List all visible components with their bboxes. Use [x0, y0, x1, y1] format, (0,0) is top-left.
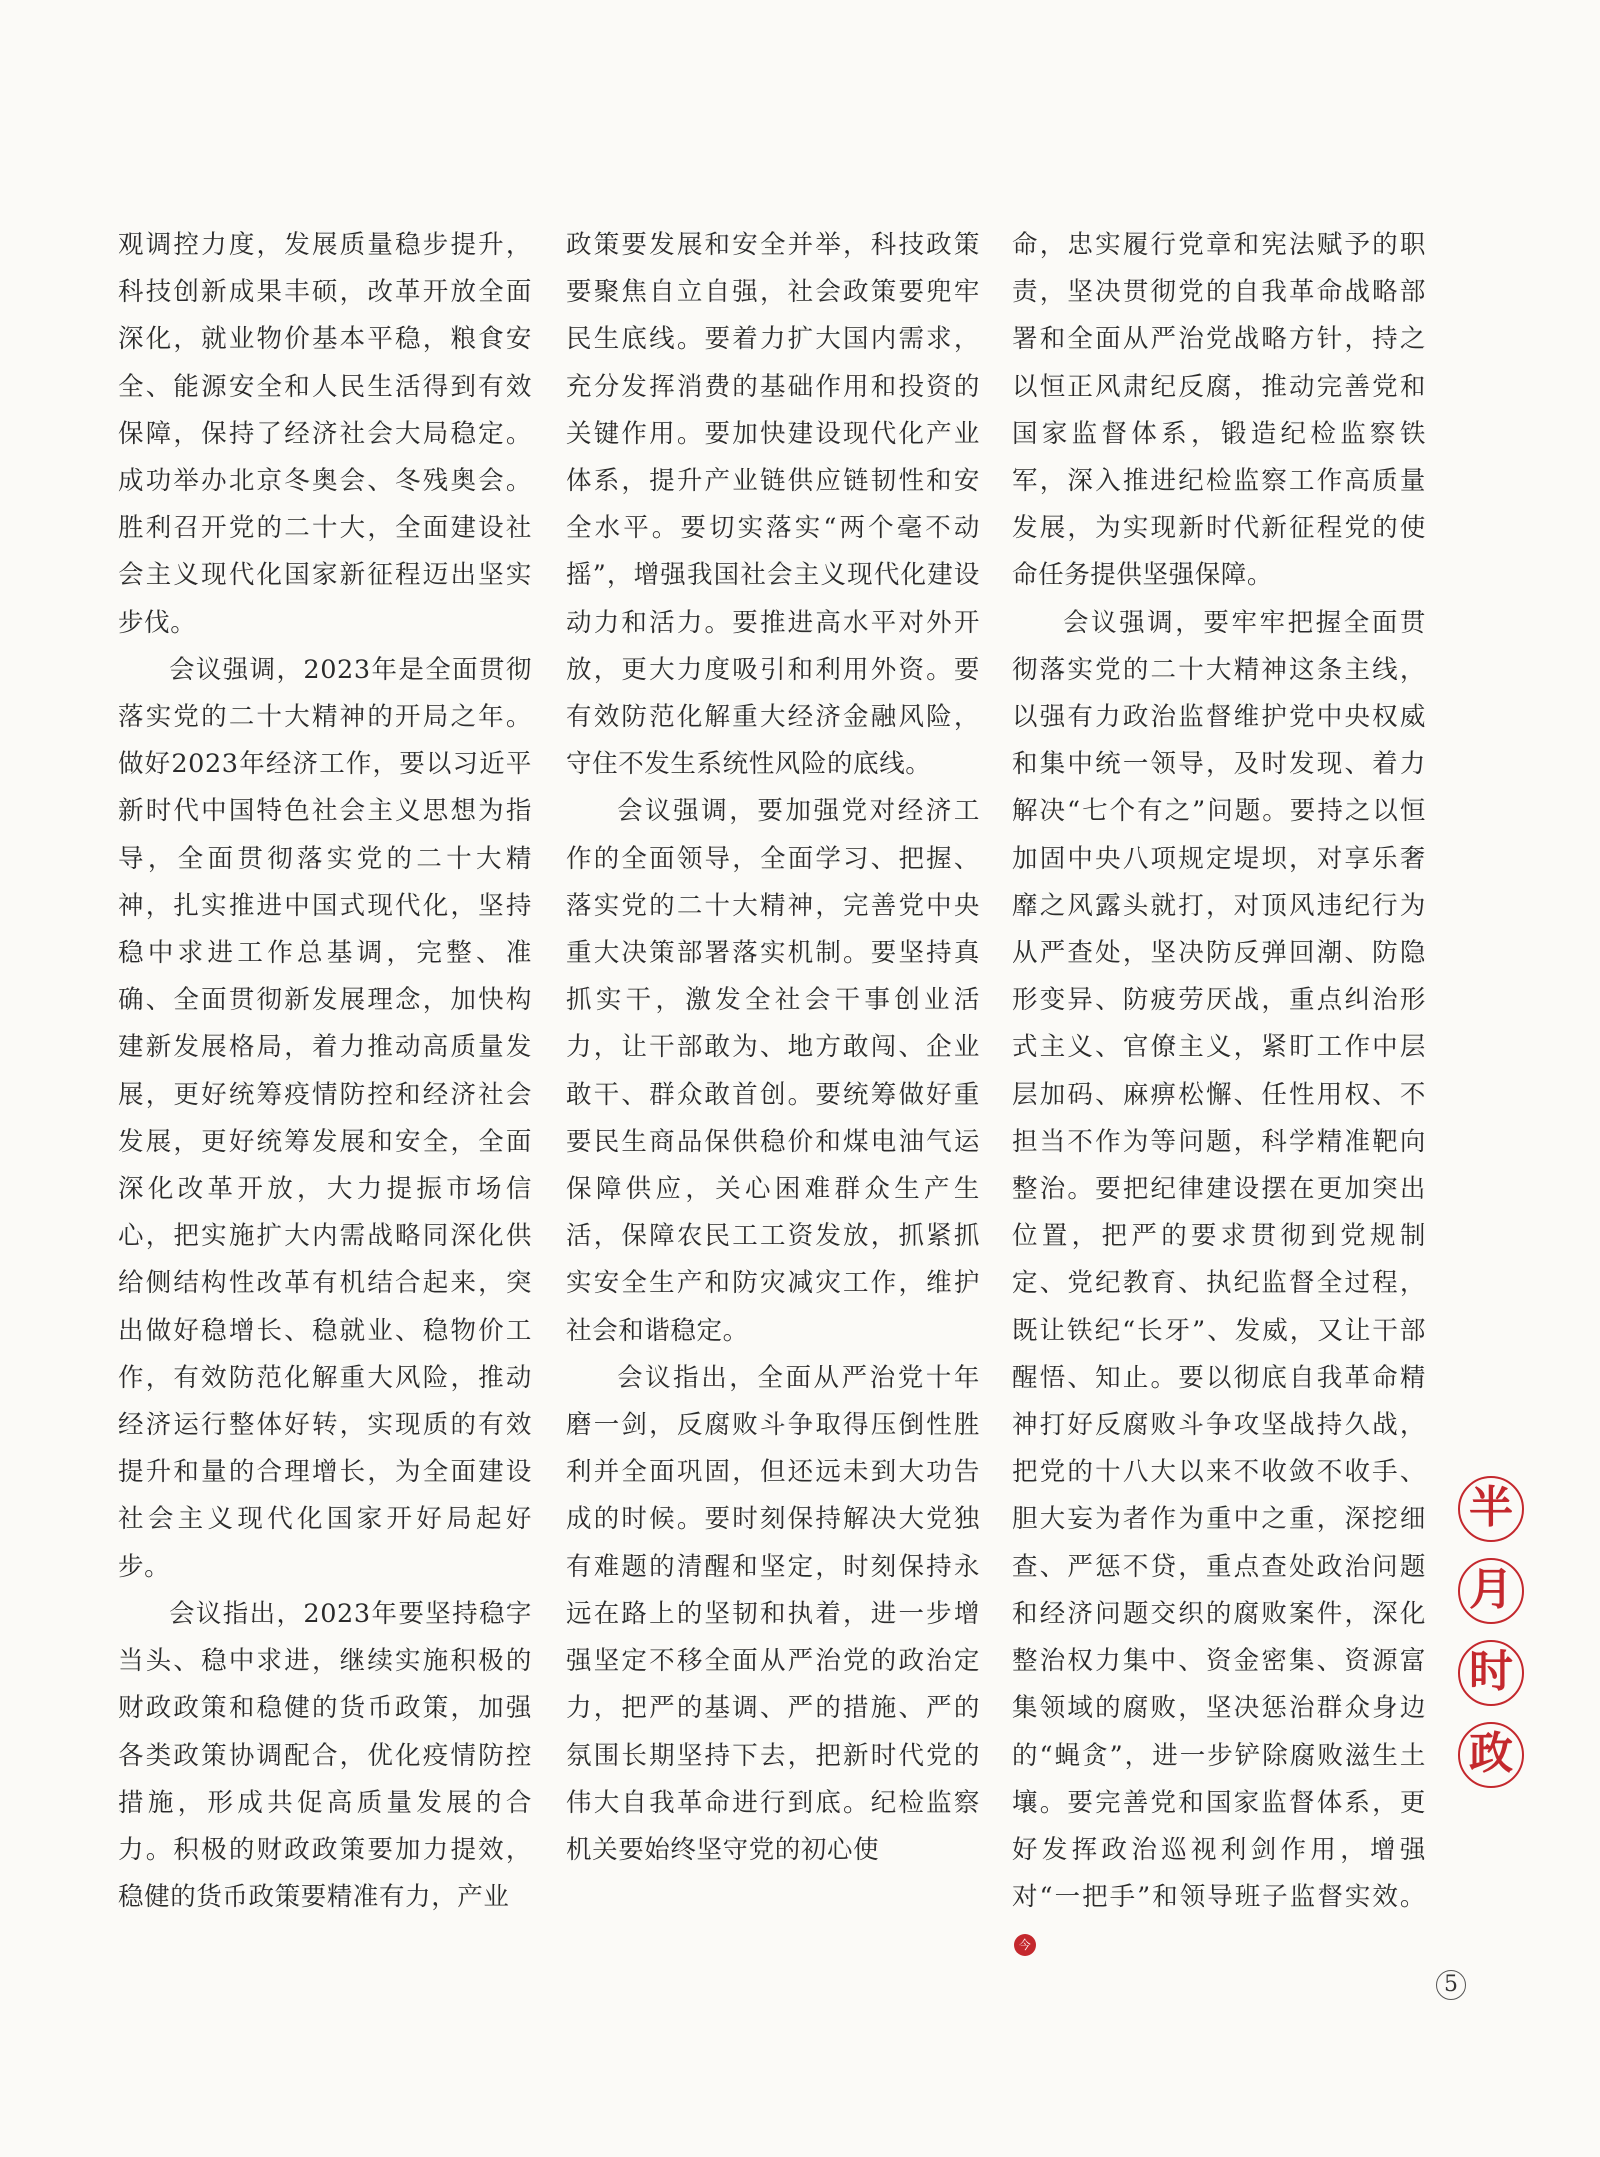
paragraph: 会议指出，全面从严治党十年磨一剑，反腐败斗争取得压倒性胜利并全面巩固，但还远未到大功告成的时候。要时刻保持解决大党独有难题的清醒和坚定，时刻保持永远在路上的坚韧和执着，进一步增强坚定不移全面从严治党的政治定力，把严的基调、严的措施、严的氛围长期坚持下去，把新时代党的伟大自我革命进行到底。纪检监察机关要始终坚守党的初心使	[566, 1362, 980, 1865]
paragraph	[1012, 600, 1426, 1969]
section-title-char: 政	[1458, 1722, 1524, 1788]
page-number: 5	[1436, 1970, 1466, 2000]
paragraph: 命，忠实履行党章和宪法赋予的职责，坚决贯彻党的自我革命战略部署和全面从严治党战略方针，持之以恒正风肃纪反腐，推动完善党和国家监督体系，锻造纪检监察铁军，深入推进纪检监察工作高质量发展，为实现新时代新征程党的使命任务提供坚强保障。	[1012, 230, 1426, 591]
section-title-char: 时	[1458, 1640, 1524, 1706]
article-column-3	[1012, 222, 1426, 1969]
section-title-char: 半	[1458, 1476, 1524, 1542]
article-column-2	[566, 222, 980, 1874]
paragraph-text: 会议强调，要牢牢把握全面贯彻落实党的二十大精神这条主线，以强有力政治监督维护党中央权威和集中统一领导，及时发现、着力解决“七个有之”问题。要持之以恒加固中央八项规定堤坝，对享乐奢靡之风露头就打，对顶风违纪行为从严查处，坚决防反弹回潮、防隐形变异、防疲劳厌战，重点纠治形式主义、官僚主义，紧盯工作中层层加码、麻痹松懈、任性用权、不担当不作为等问题，科学精准靶向整治。要把纪律建设摆在更加突出位置，把严的要求贯彻到党规制定、党纪教育、执纪监督全过程，既让铁纪“长牙”、发威，又让干部醒悟、知止。要以彻底自我革命精神打好反腐败斗争攻坚战持久战，把党的十八大以来不收敛不收手、胆大妄为者作为重中之重，深挖细查、严惩不贷，重点查处政治问题和经济问题交织的腐败案件，深化整治权力集中、资金密集、资源富集领域的腐败，坚决惩治群众身边的“蝇贪”，进一步铲除腐败滋生土壤。要完善党和国家监督体系，更好发挥政治巡视利剑作用，增强对“一把手”和领导班子监督实效。	[1012, 607, 1426, 1913]
section-title-char: 月	[1458, 1558, 1524, 1624]
paragraph: 观调控力度，发展质量稳步提升，科技创新成果丰硕，改革开放全面深化，就业物价基本平稳，粮食安全、能源安全和人民生活得到有效保障，保持了经济社会大局稳定。成功举办北京冬奥会、冬残奥会。胜利召开党的二十大，全面建设社会主义现代化国家新征程迈出坚实步伐。	[118, 230, 532, 638]
paragraph: 会议强调，要加强党对经济工作的全面领导，全面学习、把握、落实党的二十大精神，完善党中央重大决策部署落实机制。要坚持真抓实干，激发全社会干事创业活力，让干部敢为、地方敢闯、企业敢干、群众敢首创。要统筹做好重要民生商品保供稳价和煤电油气运保障供应，关心困难群众生产生活，保障农民工工资发放，抓紧抓实安全生产和防灾减灾工作，维护社会和谐稳定。	[566, 796, 980, 1346]
paragraph: 会议强调，2023年是全面贯彻落实党的二十大精神的开局之年。做好2023年经济工作，要以习近平新时代中国特色社会主义思想为指导，全面贯彻落实党的二十大精神，扎实推进中国式现代化，坚持稳中求进工作总基调，完整、准确、全面贯彻新发展理念，加快构建新发展格局，着力推动高质量发展，更好统筹疫情防控和经济社会发展，更好统筹发展和安全，全面深化改革开放，大力提振市场信心，把实施扩大内需战略同深化供给侧结构性改革有机结合起来，突出做好稳增长、稳就业、稳物价工作，有效防范化解重大风险，推动经济运行整体好转，实现质的有效提升和量的合理增长，为全面建设社会主义现代化国家开好局起好步。	[118, 654, 532, 1582]
section-title-vertical	[1458, 1476, 1524, 1804]
article-column-1	[118, 222, 532, 1921]
paragraph: 会议指出，2023年要坚持稳字当头、稳中求进，继续实施积极的财政政策和稳健的货币政策，加强各类政策协调配合，优化疫情防控措施，形成共促高质量发展的合力。积极的财政政策要加力提效，稳健的货币政策要精准有力，产业	[118, 1598, 532, 1913]
paragraph: 政策要发展和安全并举，科技政策要聚焦自立自强，社会政策要兜牢民生底线。要着力扩大国内需求，充分发挥消费的基础作用和投资的关键作用。要加快建设现代化产业体系，提升产业链供应链韧性和安全水平。要切实落实“两个毫不动摇”，增强我国社会主义现代化建设动力和活力。要推进高水平对外开放，更大力度吸引和利用外资。要有效防范化解重大经济金融风险，守住不发生系统性风险的底线。	[566, 230, 980, 780]
end-mark-icon: 今	[1014, 1934, 1036, 1956]
